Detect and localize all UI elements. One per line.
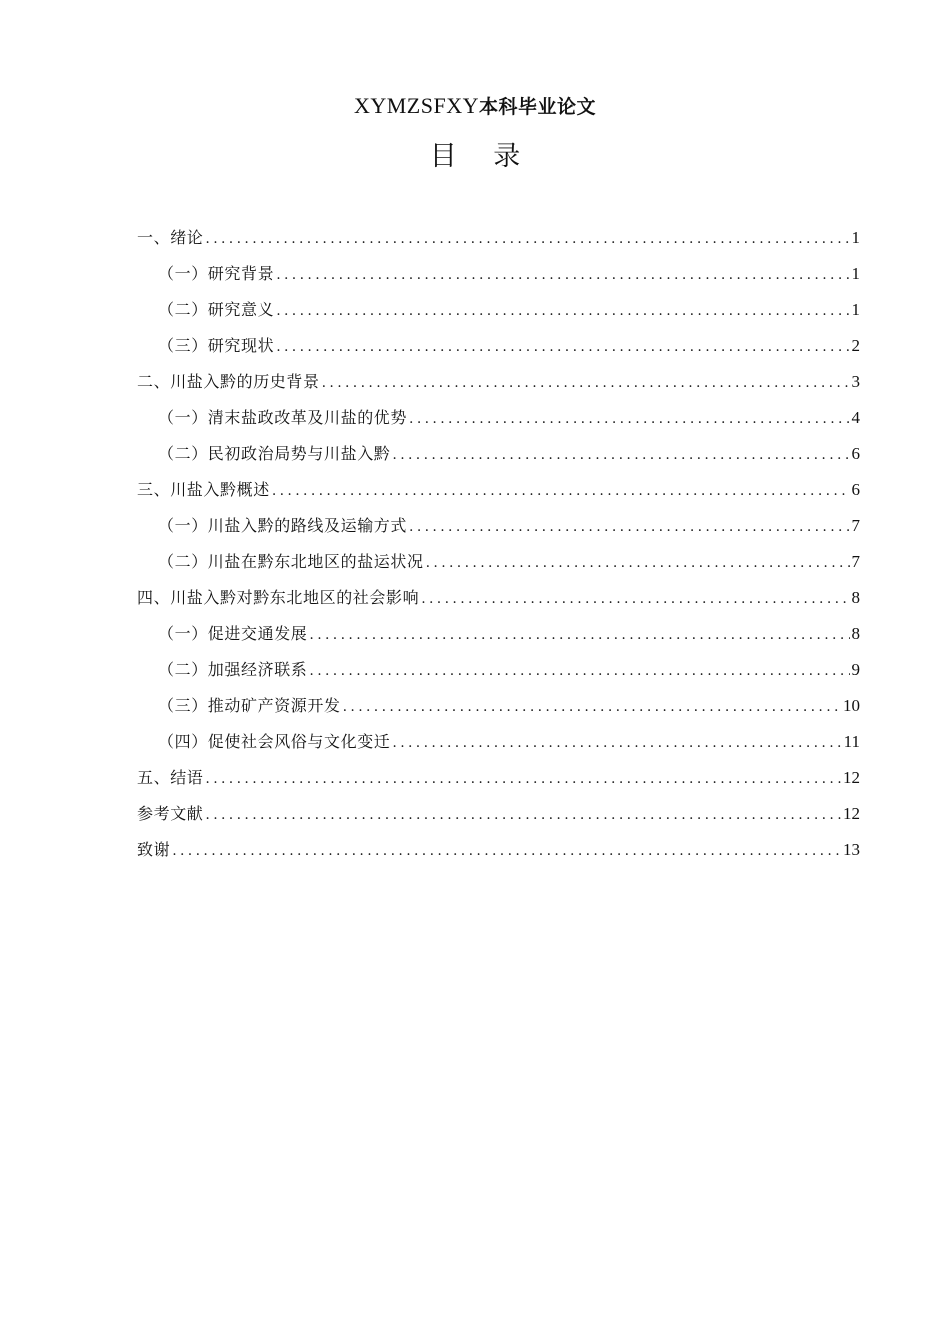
toc-entry[interactable] — [137, 472, 860, 508]
toc-entry-label: 参考文献 — [137, 804, 204, 823]
toc-dot-leader — [205, 761, 841, 797]
toc-dot-leader — [392, 725, 841, 761]
toc-entry[interactable] — [137, 292, 860, 328]
toc-entry-label: 二、川盐入黔的历史背景 — [137, 372, 320, 391]
toc-entry[interactable] — [137, 652, 860, 688]
toc-entry-label: （一）促进交通发展 — [158, 624, 308, 643]
toc-entry-label: （二）川盐在黔东北地区的盐运状况 — [158, 552, 424, 571]
toc-entry-page-number: 7 — [851, 516, 860, 535]
toc-entry-label: （一）川盐入黔的路线及运输方式 — [158, 516, 408, 535]
toc-entry-page-number: 7 — [851, 552, 860, 571]
toc-entry[interactable] — [137, 508, 860, 544]
toc-entry[interactable] — [137, 364, 860, 400]
toc-dot-leader — [276, 257, 849, 293]
toc-entry-page-number: 1 — [851, 300, 860, 319]
toc-entry-page-number: 4 — [851, 408, 860, 427]
toc-entry-label: （二）研究意义 — [158, 300, 275, 319]
toc-entry-page-number: 8 — [851, 588, 860, 607]
toc-entry-label: （三）研究现状 — [158, 336, 275, 355]
toc-entry-page-number: 9 — [851, 660, 860, 679]
toc-entry-label: （一）研究背景 — [158, 264, 275, 283]
toc-dot-leader — [421, 581, 849, 617]
toc-entry[interactable] — [137, 688, 860, 724]
toc-dot-leader — [392, 437, 849, 473]
toc-entry-page-number: 1 — [851, 264, 860, 283]
toc-entry-label: 四、川盐入黔对黔东北地区的社会影响 — [137, 588, 420, 607]
toc-dot-leader — [343, 689, 841, 725]
toc-dot-leader — [205, 797, 841, 833]
toc-dot-leader — [409, 509, 849, 545]
toc-entry-page-number: 11 — [843, 732, 860, 751]
header-latin: XYMZSFXY — [353, 93, 479, 118]
toc-entry[interactable] — [137, 256, 860, 292]
toc-entry-page-number: 12 — [843, 804, 860, 823]
toc-entry-page-number: 6 — [851, 444, 860, 463]
toc-entry-label: 一、绪论 — [137, 228, 204, 247]
toc-entry-page-number: 13 — [843, 840, 860, 859]
toc-entry-label: （二）民初政治局势与川盐入黔 — [158, 444, 391, 463]
toc-entry[interactable] — [137, 724, 860, 760]
toc-entry-page-number: 3 — [851, 372, 860, 391]
toc-entry-page-number: 8 — [851, 624, 860, 643]
toc-dot-leader — [276, 293, 849, 329]
document-header — [0, 92, 950, 119]
toc-dot-leader — [309, 653, 849, 689]
toc-entry[interactable] — [137, 220, 860, 256]
toc-dot-leader — [205, 221, 849, 257]
toc-entry[interactable] — [137, 328, 860, 364]
toc-entry-page-number: 6 — [851, 480, 860, 499]
toc-entry[interactable] — [137, 580, 860, 616]
toc-dot-leader — [409, 401, 849, 437]
toc-entry-label: 五、结语 — [137, 768, 204, 787]
toc-entry-page-number: 1 — [851, 228, 860, 247]
toc-heading: 目 录 — [429, 141, 535, 172]
toc-entry-page-number: 2 — [851, 336, 860, 355]
toc-entry-page-number: 12 — [843, 768, 860, 787]
toc-entry[interactable] — [137, 544, 860, 580]
toc-dot-leader — [426, 545, 850, 581]
toc-entry[interactable] — [137, 796, 860, 832]
toc-entry-label: （二）加强经济联系 — [158, 660, 308, 679]
toc-entry-label: 致谢 — [137, 840, 171, 859]
toc-entry[interactable] — [137, 760, 860, 796]
toc-dot-leader — [309, 617, 849, 653]
toc-entry[interactable] — [137, 616, 860, 652]
toc-entry-label: 三、川盐入黔概述 — [137, 480, 270, 499]
toc-entry-page-number: 10 — [843, 696, 860, 715]
toc-entry-label: （四）促使社会风俗与文化变迁 — [158, 732, 391, 751]
table-of-contents — [137, 220, 860, 868]
toc-entry[interactable] — [137, 436, 860, 472]
toc-entry[interactable] — [137, 832, 860, 868]
header-cjk: 本科毕业论文 — [479, 96, 597, 118]
toc-entry[interactable] — [137, 400, 860, 436]
toc-dot-leader — [272, 473, 850, 509]
toc-dot-leader — [322, 365, 850, 401]
toc-entry-label: （三）推动矿产资源开发 — [158, 696, 341, 715]
toc-dot-leader — [276, 329, 849, 365]
toc-dot-leader — [172, 833, 841, 869]
toc-entry-label: （一）清末盐政改革及川盐的优势 — [158, 408, 408, 427]
